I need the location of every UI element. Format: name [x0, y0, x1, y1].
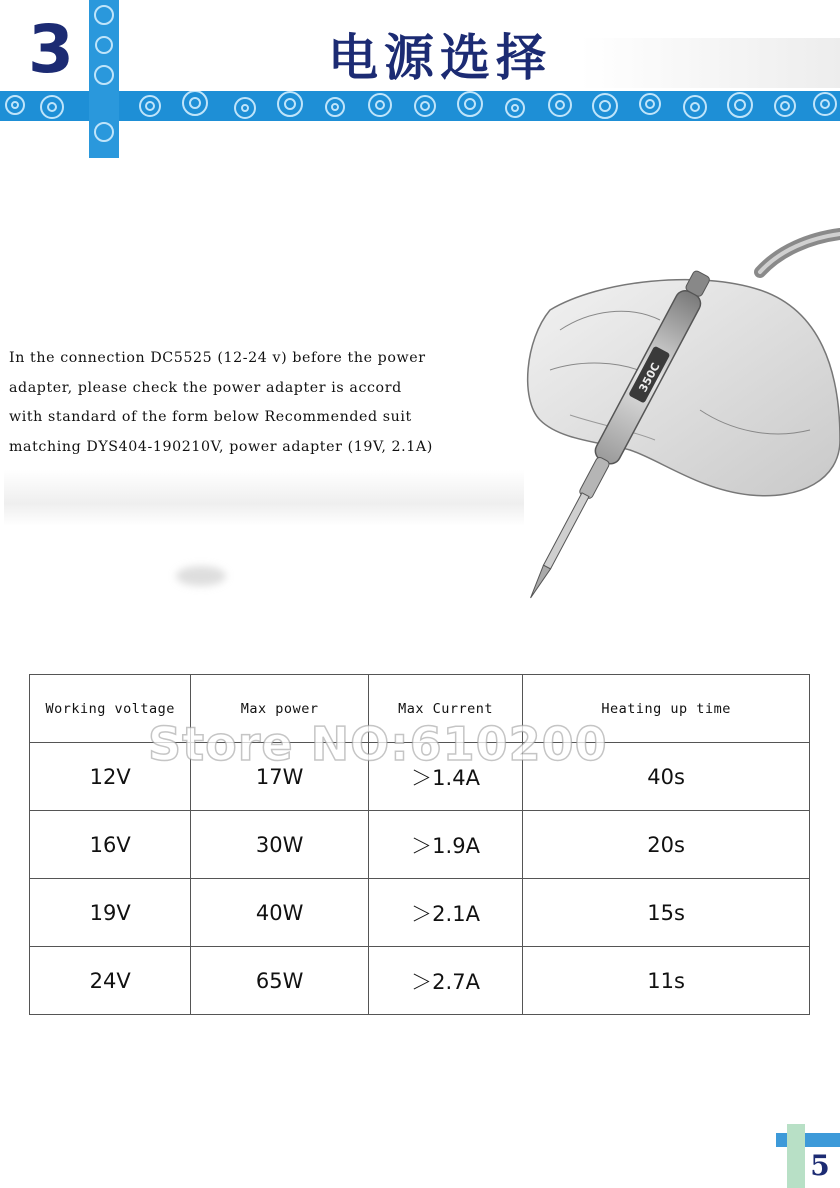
cell-current: ＞2.1A — [368, 879, 522, 947]
cell-power: 30W — [191, 811, 368, 879]
cell-power: 40W — [191, 879, 368, 947]
intro-line: In the connection DC5525 (12-24 v) before the power — [9, 350, 426, 366]
cell-heating-time: 20s — [523, 811, 810, 879]
header-max-current: Max Current — [368, 675, 522, 743]
cell-voltage: 24V — [30, 947, 191, 1015]
header-fade — [580, 38, 840, 88]
intro-line: adapter, please check the power adapter is accord — [9, 379, 402, 396]
table-header-row — [30, 675, 810, 743]
spec-table — [29, 674, 810, 1015]
store-watermark: Store NO:610200 — [148, 717, 608, 771]
section-number: 3 — [28, 11, 74, 88]
page-title: 电源选择 — [328, 29, 552, 87]
cell-heating-time: 40s — [523, 743, 810, 811]
cell-voltage: 19V — [30, 879, 191, 947]
cell-heating-time: 11s — [523, 947, 810, 1015]
iron-display-readout: 350C — [636, 360, 663, 395]
gear-pattern-icon — [0, 91, 840, 121]
hand-holding-soldering-iron-icon — [400, 210, 840, 630]
cell-voltage: 12V — [30, 743, 191, 811]
header-max-power: Max power — [191, 675, 368, 743]
corner-vertical-bar — [787, 1124, 805, 1188]
intro-line: matching DYS404-190210V, power adapter (19V, 2.1A) — [9, 438, 433, 455]
table-row — [30, 743, 810, 811]
header-vertical-bar — [89, 0, 119, 158]
cell-current: ＞1.4A — [368, 743, 522, 811]
cell-power: 17W — [191, 743, 368, 811]
intro-line: with standard of the form below Recommended suit — [9, 409, 412, 426]
gear-pattern-band — [0, 91, 840, 121]
cell-current: ＞1.9A — [368, 811, 522, 879]
page-number: 5 — [810, 1149, 830, 1182]
header-heating-up-time: Heating up time — [523, 675, 810, 743]
cell-heating-time: 15s — [523, 879, 810, 947]
cell-current: ＞2.7A — [368, 947, 522, 1015]
table-row — [30, 879, 810, 947]
corner-band — [776, 1133, 840, 1147]
header-working-voltage: Working voltage — [30, 675, 191, 743]
smudge-spot — [176, 566, 226, 586]
table-row — [30, 947, 810, 1015]
cell-power: 65W — [191, 947, 368, 1015]
cell-voltage: 16V — [30, 811, 191, 879]
table-row — [30, 811, 810, 879]
